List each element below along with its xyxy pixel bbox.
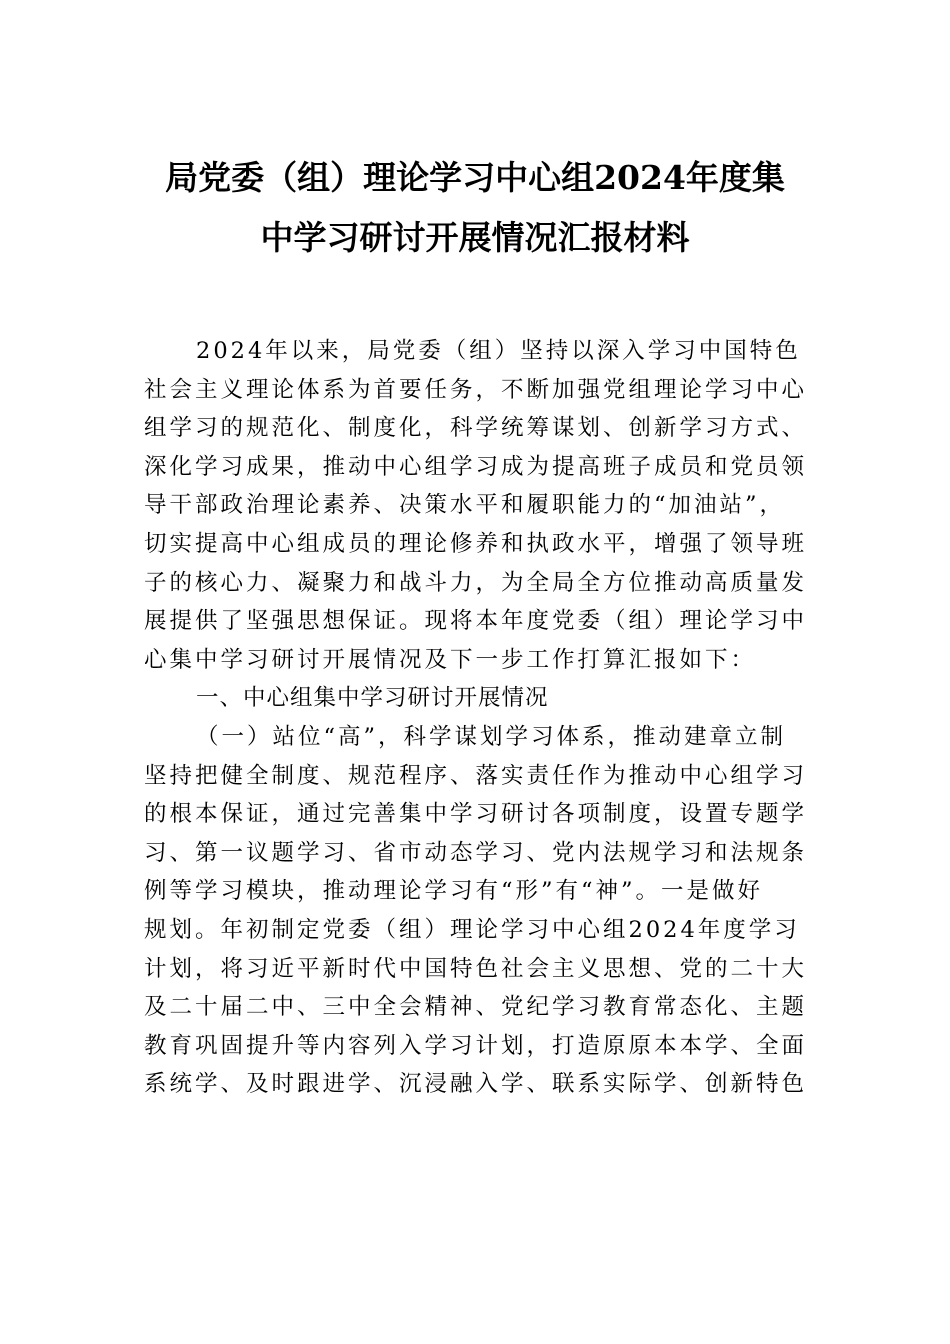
title-line-1: 局党委（组）理论学习中心组2024年度集 <box>165 158 785 197</box>
subsection-heading: （一）站位“高”，科学谋划学习体系，推动建章立制 <box>196 723 787 750</box>
subsection-paragraph <box>144 718 809 1104</box>
section-heading: 一、中心组集中学习研讨开展情况 <box>196 685 549 712</box>
document-body <box>144 332 809 1104</box>
subsection-line: 例等学习模块，推动理论学习有“形”有“神”。一是做好 <box>144 878 764 905</box>
intro-line: 2024年以来，局党委（组）坚持以深入学习中国特色 <box>196 338 801 364</box>
subsection-line: 坚持把健全制度、规范程序、落实责任作为推动中心组学习 <box>144 762 808 789</box>
intro-line: 导干部政治理论素养、决策水平和履职能力的“加油站”， <box>144 492 786 519</box>
subsection-line: 系统学、及时跟进学、沉浸融入学、联系实际学、创新特色 <box>144 1071 808 1098</box>
intro-line: 展提供了坚强思想保证。现将本年度党委（组）理论学习中 <box>144 608 808 635</box>
intro-line: 社会主义理论体系为首要任务，不断加强党组理论学习中心 <box>144 376 808 403</box>
subsection-line: 规划。年初制定党委（组）理论学习中心组2024年度学习 <box>144 916 800 943</box>
intro-line: 心集中学习研讨开展情况及下一步工作打算汇报如下： <box>144 646 757 673</box>
intro-paragraph <box>144 332 809 679</box>
subsection-line: 的根本保证，通过完善集中学习研讨各项制度，设置专题学 <box>144 801 808 828</box>
intro-line: 子的核心力、凝聚力和战斗力，为全局全方位推动高质量发 <box>144 569 808 596</box>
subsection-line: 习、第一议题学习、省市动态学习、党内法规学习和法规条 <box>144 839 808 866</box>
intro-line: 组学习的规范化、制度化，科学统筹谋划、创新学习方式、 <box>144 415 808 442</box>
intro-line: 深化学习成果，推动中心组学习成为提高班子成员和党员领 <box>144 453 808 480</box>
title-line-2: 中学习研讨开展情况汇报材料 <box>260 218 690 257</box>
subsection-line: 及二十届二中、三中全会精神、党纪学习教育常态化、主题 <box>144 994 808 1021</box>
subsection-line: 计划，将习近平新时代中国特色社会主义思想、党的二十大 <box>144 955 808 982</box>
intro-line: 切实提高中心组成员的理论修养和执政水平，增强了领导班 <box>144 530 808 557</box>
document-title <box>143 148 807 268</box>
subsection-line: 教育巩固提升等内容列入学习计划，打造原原本本学、全面 <box>144 1032 808 1059</box>
